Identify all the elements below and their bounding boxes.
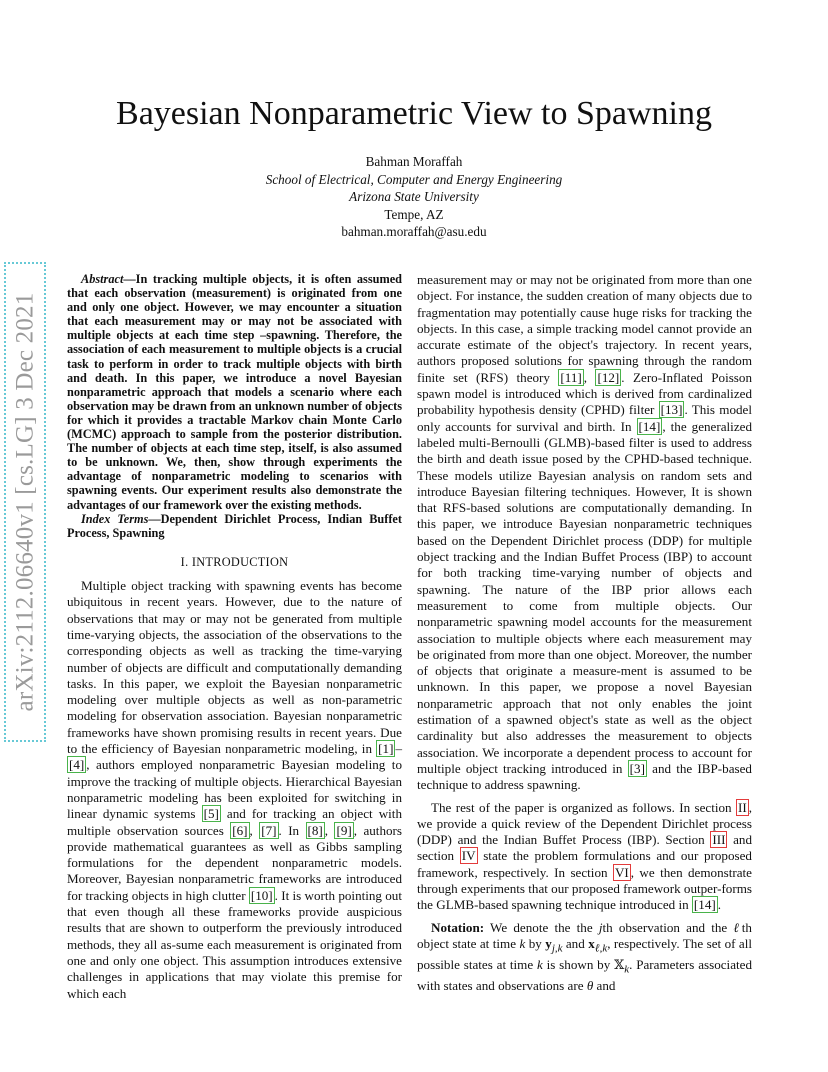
intro-paragraph-1-cont: measurement may or may not be originated from more than one object. For instance, the sudden creation of many objects due to fragmentation may potentially cause huge risks for tracking the objects. In this case, a simple tracking model cannot provide an accurate estimate of the object's trajectory. In recent years, authors proposed solutions for spawning through the random finite set (RFS) theory [11] , [12] . Zero-Inflated Poisson spawn model is introduced which is derived from cardinalized probability hypothesis density (CPHD) filter [13] . This model only accounts for survival and birth. In [14] , the generalized labeled multi-Bernoulli (GLMB)-based filter is used to address the birth and death issue posed by the CPHD-based technique. These models utilize Bayesian analysis on random sets and introduce Bayesian filtering techniques. However, It is shown that RFS-based solutions are computationally demanding. In this paper, we introduce Bayesian nonparametric techniques based on the Dependent Dirichlet process (DDP) for multiple object tracking and the Indian Buffet Process (IBP) to account for both tracking time-varying number of objects and spawning. The nature of the IBP prior allows each measurement to come from multiple objects. Our nonparametric spawning model accounts for the measurement association to multiple objects where each measurement may be originated from more than one object. Moreover, the number of objects that originate a measure-ment is assumed to be unknown. In this paper, we propose a novel Bayesian nonparametric approach that not only enables the joint estimation of a spawned object's state as well as the object cardinality but also addresses the measurement to objects association. We incorporate a dependent process to account for multiple object tracking introduced in [3] and the IBP-based technique to address spawning. bbox=[417, 272, 752, 793]
citation-link[interactable]: [12] bbox=[597, 369, 620, 385]
section-reference-link[interactable]: III bbox=[712, 832, 726, 848]
right-column bbox=[417, 272, 752, 994]
notation-paragraph: Notation: We denote the the jth observation and the ℓth object state at time k by $y_{j,k}$ and $x_{\ell,k}$, respectively. The set of all possible states at time k is shown by 𝕏$_k$. Parameters associated with states and observations are θ and bbox=[417, 919, 753, 993]
citation-link[interactable]: [7] bbox=[261, 822, 277, 838]
abstract bbox=[67, 272, 402, 512]
abstract-lead: Abstract bbox=[81, 272, 124, 286]
left-column bbox=[67, 272, 402, 1002]
index-terms bbox=[67, 512, 402, 540]
arxiv-stamp bbox=[4, 262, 46, 742]
citation-link[interactable]: [10] bbox=[250, 887, 273, 903]
section-reference-link[interactable]: VI bbox=[614, 864, 629, 880]
arxiv-stamp-text: arXiv:2112.06640v1 [cs.LG] 3 Dec 2021 bbox=[11, 292, 39, 712]
affiliation-school: School of Electrical, Computer and Energy Engineering bbox=[265, 171, 563, 187]
author-location: Tempe, AZ bbox=[384, 206, 444, 222]
section-reference-link[interactable]: II bbox=[737, 799, 747, 815]
citation-link[interactable]: [9] bbox=[336, 822, 352, 838]
section-reference-link[interactable]: IV bbox=[461, 848, 476, 864]
section-heading-introduction: I. INTRODUCTION bbox=[180, 554, 289, 569]
intro-paragraph-organization: The rest of the paper is organized as follows. In section II , we provide a quick review of the Dependent Dirichlet process (DDP) and the Indian Buffet Process (IBP). Section III and section IV state the problem formulations and our proposed framework, respectively. In section VI , we then demonstrate through experiments that our proposed framework outper-forms the GLMB-based spawning technique introduced in [14] . bbox=[417, 799, 752, 913]
citation-link[interactable]: [8] bbox=[307, 822, 323, 838]
author-email: bahman.moraffah@asu.edu bbox=[341, 224, 487, 239]
intro-paragraph-1: Multiple object tracking with spawning events has become ubiquitous in recent years. However, due to the nature of observations that may or may not be generated from multiple time-varying objects, the association of the observations to the corresponding objects as well as tracking the time-varying number of objects are difficult and computationally demanding tasks. In this paper, we exploit the Bayesian nonparametric modeling over multiple objects as well as non-parametric modeling for observation association. Bayesian nonparametric frameworks have shown promising results in recent years. Due to the efficiency of Bayesian nonparametric modeling, in [1] –[4] , authors employed nonparametric Bayesian modeling to improve the tracking of multiple objects. Hierarchical Bayesian nonparametric modeling has been exploited for switching in linear dynamic systems [5] and for tracking an object with multiple observation sources [6] , [7] . In [8] , [9] , authors provide mathematical guarantees as well as Gibbs sampling formulations for the dependent nonparametric models. Moreover, Bayesian nonparametric frameworks are introduced for tracking objects in high clutter [10] . It is worth pointing out that even though all these frameworks provide auspicious results that are shown to outperform the previously introduced methods, they all as-sume each measurement is originated from one and only one object. This assumption introduces extensive challenges in applications that may violate this premise for which each bbox=[67, 578, 402, 1001]
author-block bbox=[0, 153, 828, 241]
citation-link[interactable]: [14] bbox=[693, 897, 716, 913]
author-name: Bahman Moraffah bbox=[365, 154, 463, 169]
citation-link[interactable]: [3] bbox=[629, 760, 645, 776]
citation-link[interactable]: [13] bbox=[660, 402, 683, 418]
citation-link[interactable]: [1] bbox=[378, 741, 394, 757]
index-terms-lead: Index Terms bbox=[81, 511, 149, 526]
index-terms-text: —Dependent Dirichlet Process, Indian Buffet Process, Spawning bbox=[67, 511, 402, 540]
citation-link[interactable]: [11] bbox=[560, 369, 582, 385]
notation-lead: Notation: bbox=[431, 919, 485, 935]
citation-link[interactable]: [5] bbox=[203, 806, 219, 822]
abstract-text: —In tracking multiple objects, it is often assumed that each observation (measurement) is originated from one and only one object. However, we may encounter a situation that each measurement may or may not be associated with multiple objects at each time step –spawning. Therefore, the association of each measurement to multiple objects is a crucial task to perform in order to track multiple objects with birth and death. In this paper, we introduce a novel Bayesian nonparametric approach that models a scenario where each observation may be drawn from an unknown number of objects for which it provides a tractable Markov chain Monte Carlo (MCMC) approach to sample from the posterior distribution. The number of objects at each time step, itself, is also assumed to be unknown. We, then, show through experiments the advantage of nonparametric modeling to scenarios with spawning events. Our experiment results also demonstrate the advantages of our framework over the existing methods. bbox=[67, 272, 402, 512]
citation-link[interactable]: [6] bbox=[232, 822, 248, 838]
citation-link[interactable]: [14] bbox=[638, 418, 661, 434]
citation-link[interactable]: [4] bbox=[69, 757, 85, 773]
affiliation-university: Arizona State University bbox=[349, 189, 479, 204]
paper-title: Bayesian Nonparametric View to Spawning bbox=[116, 95, 712, 132]
